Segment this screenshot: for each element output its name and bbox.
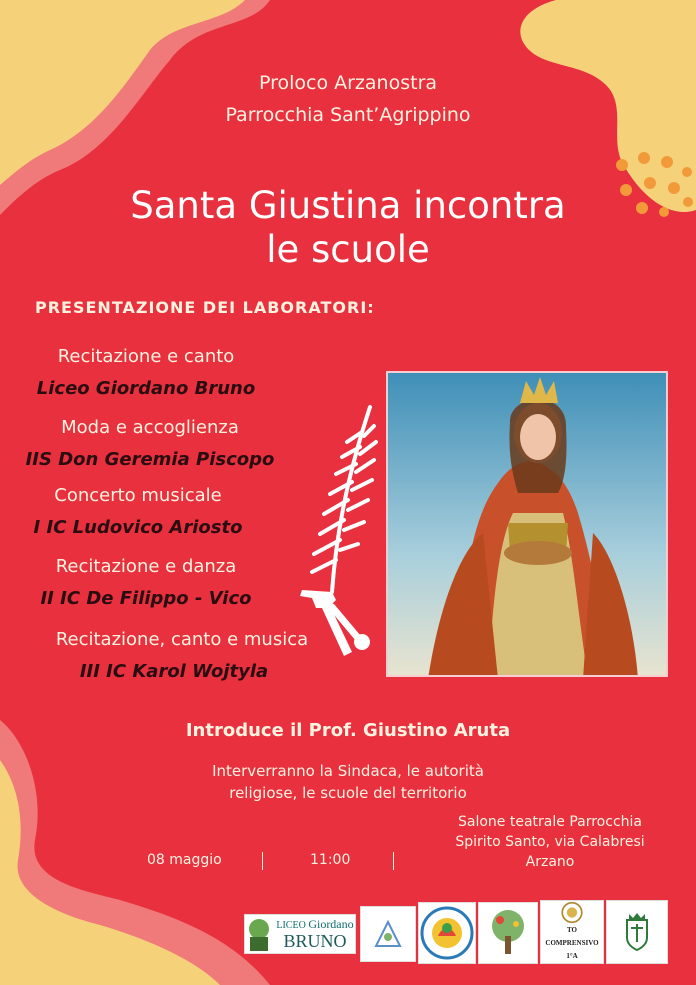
section-heading: PRESENTAZIONE DEI LABORATORI: — [35, 298, 375, 317]
bruno-portrait-icon — [246, 917, 272, 951]
lab-school-3: I IC Ludovico Ariosto — [33, 517, 243, 538]
organizer-parrocchia: Parrocchia Sant’Agrippino — [225, 104, 471, 126]
ic-logo-text: TO COMPRENSIVO 1°A — [545, 926, 599, 960]
event-title-line2: le scuole — [266, 228, 430, 271]
venue-text — [430, 812, 670, 872]
lab-school-5: III IC Karol Wojtyla — [79, 661, 269, 682]
organizer-proloco: Proloco Arzanostra — [258, 72, 438, 94]
school-emblem-icon — [373, 919, 403, 949]
karol-wojtyla-emblem-icon — [420, 906, 474, 960]
liceo-giordano-bruno-logo — [244, 914, 356, 954]
liceo-surname: BRUNO — [283, 931, 347, 951]
lab-school-2: IIS Don Geremia Piscopo — [25, 449, 275, 470]
venue-line2: Spirito Santo, via Calabresi — [455, 834, 645, 850]
venue-line1: Salone teatrale Parrocchia — [458, 814, 642, 830]
lab-activity-4: Recitazione e danza — [55, 556, 237, 577]
arzano-coat-of-arms-logo — [606, 900, 668, 964]
school-logo-2 — [360, 906, 416, 962]
event-title-line1: Santa Giustina incontra — [130, 184, 566, 227]
separator — [262, 852, 263, 870]
ic-emblem-icon — [552, 901, 592, 924]
lab-activity-2: Moda e accoglienza — [61, 417, 239, 438]
lab-activity-3: Concerto musicale — [54, 485, 222, 506]
santa-giustina-statue-image — [386, 371, 668, 677]
introducer-text: Introduce il Prof. Giustino Aruta — [185, 720, 511, 741]
liceo-prefix: LICEO — [276, 920, 306, 931]
lab-school-1: Liceo Giordano Bruno — [36, 378, 256, 399]
coat-of-arms-icon — [619, 910, 655, 954]
tree-school-logo — [478, 902, 538, 964]
event-time: 11:00 — [310, 852, 351, 868]
lab-activity-1: Recitazione e canto — [57, 346, 235, 367]
speakers-line2: religiose, le scuole del territorio — [229, 784, 467, 802]
tree-icon — [486, 906, 530, 960]
partner-logos — [244, 898, 668, 964]
liceo-name: Giordano — [308, 917, 354, 931]
istituto-comprensivo-logo — [540, 900, 604, 964]
speakers-line1: Interverranno la Sindaca, le autorità — [212, 762, 484, 780]
lab-school-4: II IC De Filippo - Vico — [40, 588, 252, 609]
lab-activity-5: Recitazione, canto e musica — [55, 629, 309, 650]
venue-line3: Arzano — [525, 854, 575, 870]
palm-sword-icon — [292, 402, 382, 662]
karol-wojtyla-logo — [418, 902, 476, 964]
separator — [393, 852, 394, 870]
event-date: 08 maggio — [147, 852, 222, 868]
